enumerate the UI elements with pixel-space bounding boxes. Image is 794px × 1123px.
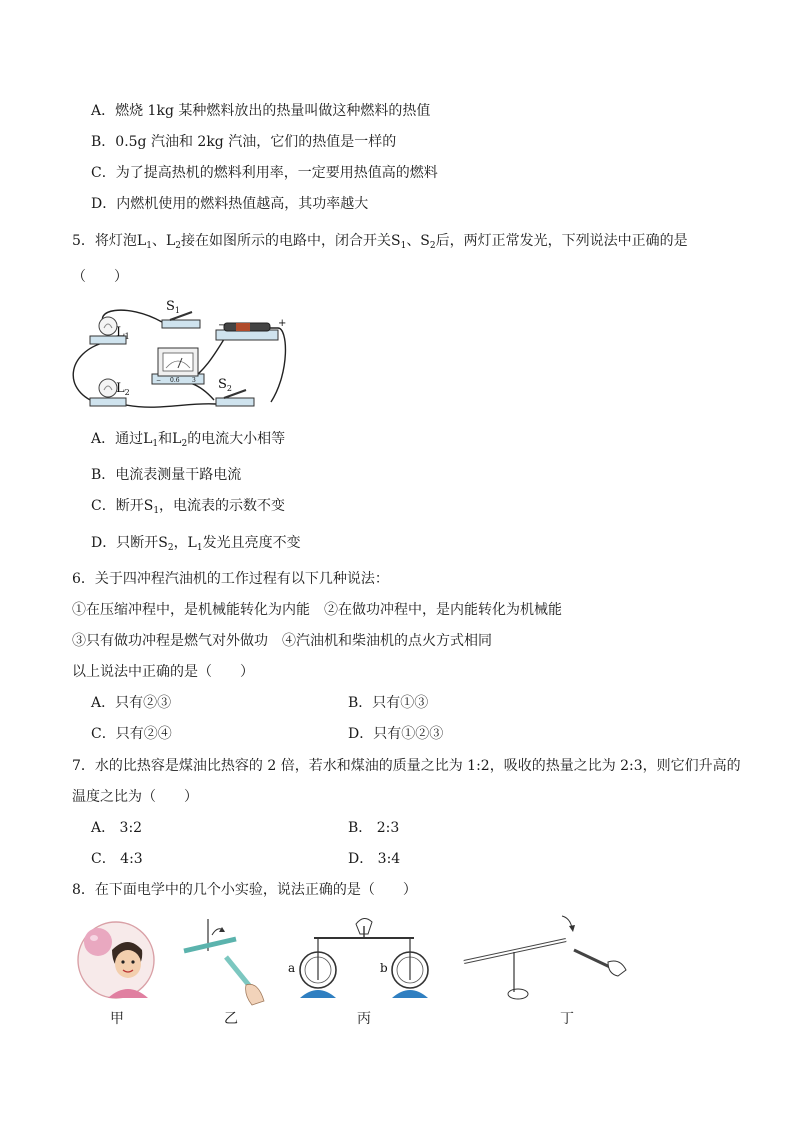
q7-option-c: C． 4:3	[91, 851, 143, 867]
q4-option-c: C．为了提高热机的燃料利用率，一定要用热值高的燃料	[91, 165, 438, 181]
label-s1: $S_1$	[166, 299, 180, 315]
label-l2: $L_2$	[116, 381, 130, 397]
q4-option-b: B．0.5g 汽油和 2kg 汽油，它们的热值是一样的	[91, 134, 397, 150]
caption-bing: 丙	[357, 1011, 371, 1027]
circuit-diagram	[66, 292, 296, 414]
q5-option-a: A．通过$L_1$和$L_2$的电流大小相等	[91, 431, 286, 449]
figure-ding-suspended-rod	[462, 912, 632, 1004]
q7-stem: 7．水的比热容是煤油比热容的 2 倍，若水和煤油的质量之比为 1:2，吸收的热量之比为 2:3，则它们升高的	[72, 758, 741, 774]
figure-bing-electroscopes	[288, 912, 440, 1004]
switch-s2	[216, 390, 254, 406]
label-l1: $L_1$	[116, 325, 130, 341]
q6-statements-1-2: ①在压缩冲程中，是机械能转化为内能 ②在做功冲程中，是内能转化为机械能	[72, 602, 562, 618]
q6-stem: 6．关于四冲程汽油机的工作过程有以下几种说法：	[72, 571, 389, 587]
label-a: a	[288, 961, 296, 975]
label-s2: $S_2$	[218, 377, 232, 393]
label-b: b	[380, 961, 388, 975]
ammeter-0-6: 0.6	[170, 377, 180, 384]
q5-option-d: D．只断开$S_2$，$L_1$发光且亮度不变	[91, 535, 301, 553]
q7-option-d: D． 3:4	[348, 851, 401, 867]
q6-question: 以上说法中正确的是（ ）	[72, 664, 254, 680]
q8-stem: 8．在下面电学中的几个小实验，说法正确的是（ ）	[72, 882, 417, 898]
q4-option-a: A．燃烧 1kg 某种燃料放出的热量叫做这种燃料的热值	[91, 103, 431, 119]
figure-yi-rod-pivot	[182, 915, 268, 1007]
ammeter-minus: −	[156, 377, 162, 384]
q5-stem: 5．将灯泡$L_1$、$L_2$接在如图所示的电路中，闭合开关$S_1$、$S_2$后，两灯正常发光，下列说法中正确的是	[72, 233, 688, 251]
q4-option-d: D．内燃机使用的燃料热值越高，其功率越大	[91, 196, 369, 212]
figure-jia-balloon-girl	[72, 920, 160, 1002]
battery-plus: +	[278, 318, 287, 329]
q7-option-b: B． 2:3	[348, 820, 400, 836]
q7-stem-continued: 温度之比为（ ）	[72, 789, 198, 805]
q6-option-a: A．只有②③	[91, 695, 172, 711]
caption-yi: 乙	[224, 1011, 238, 1027]
ammeter-3: 3	[192, 377, 196, 384]
q6-statements-3-4: ③只有做功冲程是燃气对外做功 ④汽油机和柴油机的点火方式相同	[72, 633, 492, 649]
switch-s1	[162, 312, 200, 328]
caption-ding: 丁	[560, 1011, 574, 1027]
caption-jia: 甲	[110, 1011, 124, 1027]
q5-option-b: B．电流表测量干路电流	[91, 467, 242, 483]
q5-option-c: C．断开$S_1$，电流表的示数不变	[91, 498, 286, 516]
q6-option-d: D．只有①②③	[348, 726, 444, 742]
q6-option-b: B．只有①③	[348, 695, 429, 711]
q7-option-a: A． 3:2	[91, 820, 143, 836]
q6-option-c: C．只有②④	[91, 726, 172, 742]
battery-minus: −	[218, 320, 227, 331]
q5-answer-paren: （ ）	[72, 269, 128, 285]
